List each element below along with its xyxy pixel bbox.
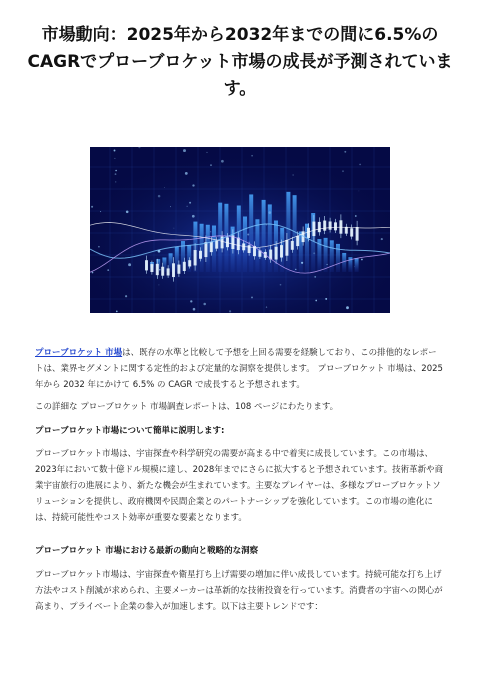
candle-body: [318, 222, 321, 232]
sparkle-dot: [128, 263, 131, 266]
sparkle-dot: [210, 164, 212, 166]
sparkle-dot: [115, 173, 117, 175]
sparkle-dot: [126, 211, 129, 214]
intro-paragraph: [35, 345, 445, 393]
chart-bar: [249, 194, 253, 272]
candle-body: [356, 227, 359, 241]
chart-bar: [342, 253, 346, 272]
sparkle-dot: [266, 224, 267, 225]
candle-body: [215, 241, 218, 249]
sparkle-dot: [313, 252, 315, 254]
sparkle-dot: [359, 191, 360, 192]
chart-bar: [255, 219, 259, 272]
candle-body: [167, 268, 170, 275]
candle-body: [156, 264, 159, 275]
sparkle-dot: [361, 259, 363, 261]
sparkle-dot: [280, 284, 282, 286]
candle-body: [275, 247, 278, 260]
sparkle-dot: [295, 269, 296, 270]
sparkle-dot: [116, 311, 118, 313]
chart-bar: [262, 200, 266, 272]
sparkle-dot: [381, 238, 383, 240]
candle-body: [312, 222, 315, 236]
sparkle-dot: [189, 202, 191, 204]
sparkle-dot: [107, 269, 109, 271]
intro-text: は、既存の水準と比較して予想を上回る需要を経験しており、この排他的なレポートは、業界セグメントに関する定性的および定量的な洞察を提供します。 プローブロケット 市場は、2025 年から 2032 年にかけて 6.5% の CAGR で成長すると予想されます。: [35, 348, 443, 390]
candle-body: [307, 228, 310, 238]
candle-body: [248, 245, 251, 253]
sparkle-dot: [158, 250, 161, 253]
chart-bar: [324, 238, 328, 272]
chart-bar: [187, 245, 191, 272]
sparkle-dot: [190, 300, 192, 302]
chart-bar: [330, 240, 334, 272]
sparkle-dot: [354, 266, 355, 267]
chart-bar: [293, 195, 297, 272]
section1-text: プローブロケット市場は、宇宙探査や科学研究の需要が高まる中で着実に成長しています。この市場は、2023年において数十億ドル規模に達し、2028年までにさらに拡大すると予想されています。技術革新や商業宇宙旅行の進展により、新たな機会が生まれています。主要なプレイヤーは、多様なプローブロケットソリューションを提供し、政府機関や民間企業とのパートナーシップを強化しています。この市場の進化には、持続可能性やコスト効率が重要な要素となります。: [35, 449, 444, 523]
candle-body: [161, 267, 164, 276]
chart-bar: [355, 258, 359, 272]
sparkle-dot: [114, 150, 116, 152]
candle-body: [329, 221, 332, 229]
sparkle-dot: [98, 246, 100, 248]
sparkle-dot: [158, 195, 161, 198]
candle-body: [210, 242, 213, 252]
chart-graphic: [90, 147, 390, 313]
sparkle-dot: [100, 211, 101, 212]
sparkle-dot: [229, 310, 231, 312]
section1-heading: プローブロケット市場について簡単に説明します:: [35, 426, 225, 436]
sparkle-dot: [342, 170, 344, 172]
sparkle-dot: [192, 215, 195, 218]
sparkle-dot: [251, 155, 253, 157]
sparkle-dot: [203, 303, 206, 306]
sparkle-dot: [115, 170, 117, 172]
sparkle-dot: [359, 164, 361, 166]
sparkle-dot: [314, 276, 316, 278]
candle-body: [334, 222, 337, 230]
sparkle-dot: [269, 211, 272, 214]
sparkle-dot: [170, 206, 171, 207]
sparkle-dot: [346, 306, 349, 309]
candle-body: [291, 241, 294, 250]
sparkle-dot: [301, 262, 303, 264]
candle-body: [199, 251, 202, 259]
sparkle-dot: [91, 206, 93, 208]
sparkle-dot: [210, 231, 211, 232]
sparkle-dot: [185, 172, 188, 175]
section2-heading: プローブロケット 市場における最新の動向と戦略的な洞察: [35, 546, 259, 556]
sparkle-dot: [315, 300, 317, 302]
candle-body: [285, 240, 288, 256]
sparkle-dot: [193, 308, 196, 311]
candle-body: [323, 221, 326, 231]
chart-bar: [268, 204, 272, 272]
sparkle-dot: [114, 158, 115, 159]
candle-body: [237, 238, 240, 250]
report-pages-text: この詳細な プローブロケット 市場調査レポートは、108 ページにわたります。: [35, 402, 339, 412]
candle-body: [345, 227, 348, 234]
sparkle-dot: [159, 269, 160, 270]
section2-text: プローブロケット市場は、宇宙探査や衛星打ち上げ需要の増加に伴い成長しています。持続可能な打ち上げ方法やコスト削減が求められ、主要メーカーは革新的な技術投資を行っています。消費者の宇宙への関心が高まり、プライベート企業の参入が加速します。以下は主要トレンドです：: [35, 570, 443, 612]
sparkle-dot: [326, 264, 327, 265]
sparkle-dot: [187, 206, 188, 207]
candle-body: [188, 260, 191, 266]
page-title: 市場動向：2025年から2032年までの間に6.5%のCAGRでプローブロケット市場の成長が予測されています。: [27, 25, 453, 99]
candle-body: [177, 265, 180, 274]
sparkle-dot: [247, 233, 249, 235]
candle-body: [350, 228, 353, 236]
sparkle-dot: [355, 215, 357, 217]
sparkle-dot: [325, 298, 327, 300]
sparkle-dot: [293, 174, 294, 175]
sparkle-dot: [174, 228, 175, 229]
financial-chart-image: [90, 147, 390, 313]
chart-bar: [336, 244, 340, 272]
candle-body: [172, 263, 175, 277]
candle-body: [280, 245, 283, 257]
sparkle-dot: [183, 149, 186, 152]
candle-body: [150, 264, 153, 272]
sparkle-dot: [115, 181, 116, 182]
market-link[interactable]: プローブロケット 市場: [35, 348, 123, 358]
candle-body: [296, 236, 299, 246]
sparkle-dot: [164, 187, 165, 188]
candle-body: [145, 260, 148, 270]
sparkle-dot: [92, 272, 94, 274]
sparkle-dot: [266, 306, 267, 307]
sparkle-dot: [207, 152, 208, 153]
candle-body: [194, 250, 197, 265]
sparkle-dot: [158, 284, 159, 285]
candle-body: [204, 242, 207, 257]
sparkle-dot: [251, 296, 253, 298]
sparkle-dot: [344, 151, 346, 153]
sparkle-dot: [192, 184, 194, 186]
sparkle-dot: [221, 160, 224, 163]
candle-body: [183, 262, 186, 271]
sparkle-dot: [125, 295, 127, 297]
